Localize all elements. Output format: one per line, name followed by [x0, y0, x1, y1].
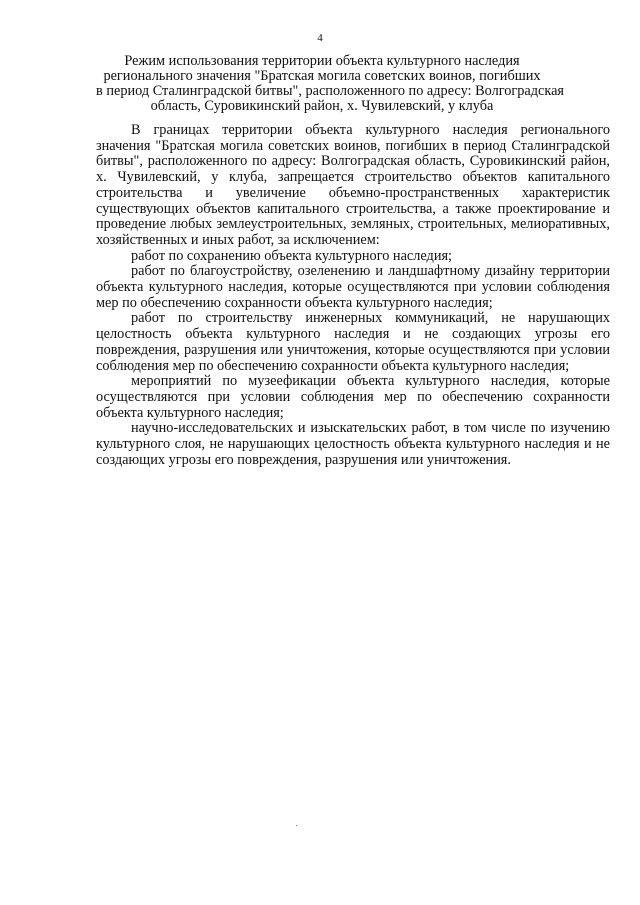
title-line: в период Сталинградской битвы", расположенного по адресу: Волгоградская — [96, 83, 564, 99]
title-line: область, Суровикинский район, х. Чувилевский, у клуба — [150, 98, 494, 114]
exception-item: научно-исследовательских и изыскательских работ, в том числе по изучению культурного слоя, не нарушающих целостность объекта культурного наследия и не создающих угрозы его повреждения, разрушения или уничтожения. — [96, 420, 610, 468]
scan-speck — [296, 825, 297, 826]
document-body — [96, 123, 610, 468]
title-line: регионального значения "Братская могила советских воинов, погибших — [103, 68, 541, 84]
exception-item: мероприятий по музеефикации объекта культурного наследия, которые осуществляются при условии соблюдения мер по обеспечению сохранности объекта культурного наследия; — [96, 373, 610, 421]
title-line: Режим использования территории объекта культурного наследия — [124, 53, 520, 69]
exception-item: работ по сохранению объекта культурного наследия; — [131, 247, 453, 264]
intro-paragraph: В границах территории объекта культурного наследия регионального значения "Братская могила советских воинов, погибших в период Сталинградской битвы", расположенного по адресу: Волгоградская область, Суровикинский район, х. Чувилевский, у клуба, запрещается строительство объектов капитального строительства и увеличение объемно-пространственных характеристик существующих объектов капитального строительства, а также проектирование и проведение любых землеустроительных, земляных, строительных, мелиоративных, хозяйственных и иных работ, за исключением: — [96, 122, 610, 248]
document-title — [96, 53, 564, 114]
exception-item: работ по благоустройству, озеленению и ландшафтному дизайну территории объекта культурного наследия, которые осуществляются при условии соблюдения мер по обеспечению сохранности объекта культурного наследия; — [96, 263, 610, 311]
exception-item: работ по строительству инженерных коммуникаций, не нарушающих целостность объекта культурного наследия и не создающих угрозы его повреждения, разрушения или уничтожения, которые осуществляются при условии соблюдения мер по обеспечению сохранности объекта культурного наследия; — [96, 310, 610, 374]
page-number: 4 — [317, 32, 323, 44]
